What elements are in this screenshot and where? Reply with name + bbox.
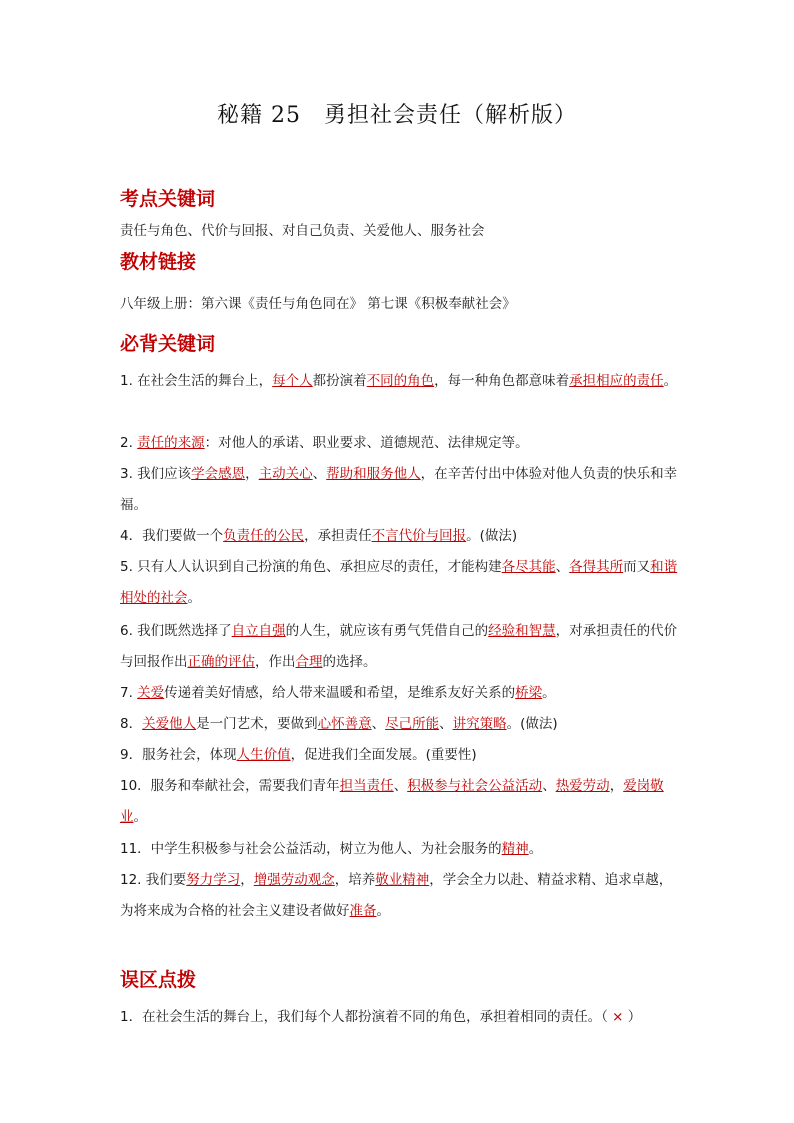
key-phrase: 主动关心 [258, 466, 313, 482]
key-phrase: 爱岗敬业 [120, 778, 664, 825]
item-text: ：对他人的承诺、职业要求、道德规范、法律规定等。 [204, 435, 529, 451]
key-phrase: 责任的来源 [137, 435, 205, 451]
item-text: 7. [120, 685, 138, 701]
key-phrase: 承担相应的责任 [569, 373, 664, 389]
wrong-mark: × [607, 1009, 628, 1025]
item-text: ，每一种角色都意味着 [434, 373, 570, 389]
item-text: 4．我们要做一个 [120, 528, 224, 544]
item-text: 、 [312, 466, 327, 482]
key-phrase: 人生价值 [236, 747, 291, 763]
item-text: 。 [528, 841, 543, 857]
key-phrase: 尽己所能 [385, 716, 440, 732]
list-item [120, 552, 680, 614]
item-text: 。 [542, 685, 556, 701]
item-text: 3. 我们应该 [120, 466, 192, 482]
item-text: 10．服务和奉献社会，需要我们青年 [120, 778, 340, 794]
item-text: 12. 我们要 [120, 872, 187, 888]
item-text: 9．服务社会，体现 [120, 747, 237, 763]
key-phrase: 准备 [349, 903, 377, 919]
item-text: ， [240, 872, 254, 888]
item-text: 6. 我们既然选择了 [120, 623, 232, 639]
item-text: ，作出 [255, 654, 296, 670]
key-phrase: 桥梁 [515, 685, 543, 701]
key-phrase: 讲究策略 [452, 716, 507, 732]
item-text: ， [245, 466, 259, 482]
keywords-heading: 考点关键词 [120, 188, 216, 210]
item-text: ，促进我们全面发展。(重要性) [290, 747, 477, 763]
item-text: 1. 在社会生活的舞台上， [120, 373, 273, 389]
key-phrase: 心怀善意 [317, 716, 372, 732]
item-text: 2. [120, 435, 138, 451]
list-item [120, 865, 680, 927]
item-text: ，在辛苦付出中体验对他人负责的快乐和幸福。 [120, 466, 678, 513]
textbook-text: 八年级上册：第六课《责任与角色同在》 第七课《积极奉献社会》 [120, 296, 516, 312]
item-text: ， [609, 778, 624, 794]
item-text: 是一门艺术，要做到 [196, 716, 318, 732]
page-title: 秘籍 25 勇担社会责任（解析版） [217, 103, 577, 128]
misconception-item [120, 1007, 720, 1027]
misconception-close: ） [627, 1009, 642, 1025]
key-phrase: 敬业精神 [375, 872, 430, 888]
key-phrase: 经验和智慧 [488, 623, 556, 639]
item-text: 都扮演着 [312, 373, 367, 389]
item-text: 。 [187, 590, 201, 606]
key-phrase: 不同的角色 [366, 373, 435, 389]
list-item [120, 366, 680, 397]
key-phrase: 各得其所 [569, 559, 624, 575]
list-item [120, 771, 680, 833]
list-item [120, 521, 680, 552]
item-text: 。(做法) [466, 528, 518, 544]
item-text: ，培养 [334, 872, 376, 888]
textbook-heading: 教材链接 [120, 251, 197, 273]
item-text: 。 [376, 903, 390, 919]
key-phrase: 热爱劳动 [555, 778, 610, 794]
list-item [120, 428, 680, 459]
key-phrase: 负责任的公民 [223, 528, 305, 544]
item-text: 、 [371, 716, 386, 732]
key-phrase: 精神 [501, 841, 529, 857]
item-text: 、 [393, 778, 408, 794]
key-phrase: 合理 [295, 654, 323, 670]
list-item [120, 616, 680, 678]
item-text: 8． [120, 716, 143, 732]
list-item [120, 834, 680, 865]
item-text: 5. 只有人人认识到自己扮演的角色、承担应尽的责任，才能构建 [120, 559, 502, 575]
item-text: 。(做法) [506, 716, 558, 732]
item-text: 的选择。 [322, 654, 377, 670]
key-phrase: 帮助和服务他人 [326, 466, 421, 482]
key-phrase: 担当责任 [339, 778, 394, 794]
item-text: ，承担责任 [304, 528, 372, 544]
key-phrase: 努力学习 [186, 872, 241, 888]
item-text: 11．中学生积极参与社会公益活动，树立为他人、为社会服务的 [120, 841, 502, 857]
item-text: 传递着美好情感，给人带来温暖和希望，是维系友好关系的 [164, 685, 516, 701]
key-phrase: 学会感恩 [191, 466, 246, 482]
list-item [120, 740, 680, 771]
key-phrase: 自立自强 [231, 623, 286, 639]
key-phrase: 增强劳动观念 [253, 872, 335, 888]
item-text: 、 [439, 716, 453, 732]
misconception-text: 1．在社会生活的舞台上，我们每个人都扮演着不同的角色，承担着相同的责任。（ [120, 1009, 608, 1025]
item-text: ，对承担责任的代价与回报作出 [120, 623, 678, 670]
keywords-text: 责任与角色、代价与回报、对自己负责、关爱他人、服务社会 [120, 223, 485, 239]
key-phrase: 正确的评估 [187, 654, 255, 670]
item-text: 的人生，就应该有勇气凭借自己的 [285, 623, 489, 639]
list-item [120, 709, 680, 740]
key-phrase: 各尽其能 [501, 559, 556, 575]
item-text: 。 [133, 809, 147, 825]
item-text: 。 [663, 373, 678, 389]
key-phrase: 关爱 [137, 685, 165, 701]
key-phrase: 不言代价与回报 [371, 528, 467, 544]
misconception-heading: 误区点拨 [120, 969, 197, 991]
list-item [120, 678, 680, 709]
must-know-heading: 必背关键词 [120, 333, 216, 355]
key-phrase: 积极参与社会公益活动 [407, 778, 543, 794]
list-item [120, 459, 680, 521]
key-phrase: 和谐相处的社会 [120, 559, 678, 606]
key-phrase: 关爱他人 [142, 716, 197, 732]
item-text: ，学会全力以赴、精益求精、追求卓越，为将来成为合格的社会主义建设者做好 [120, 872, 673, 919]
item-text: 而又 [623, 559, 651, 575]
item-text: 、 [542, 778, 556, 794]
key-phrase: 每个人 [272, 373, 313, 389]
item-text: 、 [555, 559, 570, 575]
